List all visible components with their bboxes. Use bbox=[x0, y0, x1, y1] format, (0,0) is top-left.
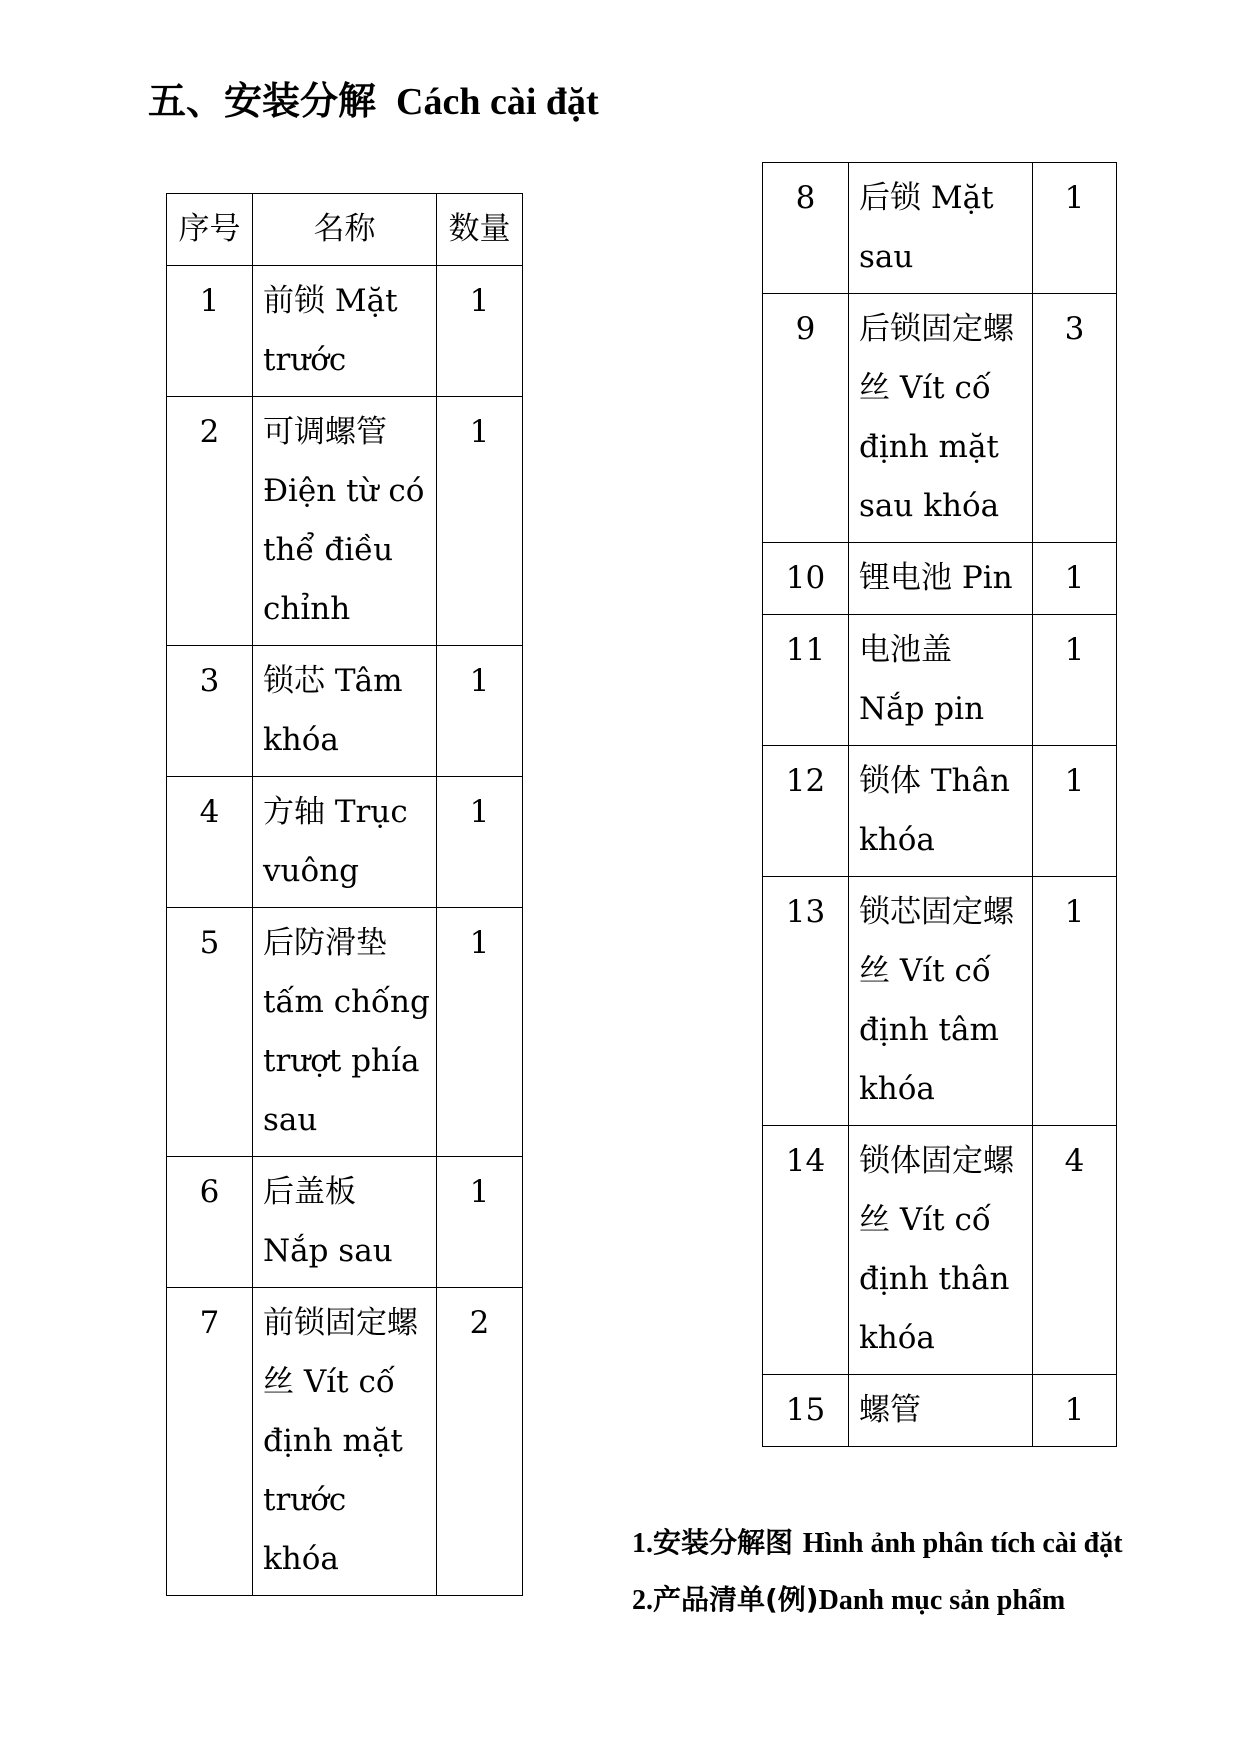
table-row bbox=[763, 1375, 1117, 1447]
row-name: 锂电池 Pin bbox=[849, 543, 1033, 615]
note-vietnamese: Danh mục sản phẩm bbox=[818, 1585, 1066, 1616]
row-no: 14 bbox=[763, 1126, 849, 1375]
row-name: 锁芯固定螺丝 Vít cố định tâm khóa bbox=[849, 877, 1033, 1126]
page-title-vietnamese: Cách cài đặt bbox=[396, 81, 599, 123]
table-row bbox=[763, 543, 1117, 615]
row-name: 前锁 Mặt trước bbox=[253, 266, 437, 397]
note-chinese: 安装分解图 bbox=[653, 1526, 794, 1559]
table-row bbox=[763, 877, 1117, 1126]
row-no: 7 bbox=[167, 1288, 253, 1596]
header-qty: 数量 bbox=[437, 194, 523, 266]
page-title bbox=[148, 70, 599, 125]
row-name: 后盖板 Nắp sau bbox=[253, 1157, 437, 1288]
row-name: 电池盖 Nắp pin bbox=[849, 615, 1033, 746]
header-no: 序号 bbox=[167, 194, 253, 266]
page-title-chinese: 五、安装分解 bbox=[148, 79, 377, 123]
row-name: 后锁固定螺丝 Vít cố định mặt sau khóa bbox=[849, 294, 1033, 543]
table-header-row bbox=[167, 194, 523, 266]
table-row bbox=[167, 1288, 523, 1596]
row-no: 13 bbox=[763, 877, 849, 1126]
row-no: 6 bbox=[167, 1157, 253, 1288]
note-prefix: 1. bbox=[632, 1528, 653, 1559]
table-row bbox=[763, 294, 1117, 543]
table-row bbox=[167, 646, 523, 777]
row-qty: 4 bbox=[1033, 1126, 1117, 1375]
row-no: 10 bbox=[763, 543, 849, 615]
table-row bbox=[167, 266, 523, 397]
note-chinese: 产品清单(例) bbox=[653, 1583, 819, 1616]
table-row bbox=[167, 397, 523, 646]
note-vietnamese: Hình ảnh phân tích cài đặt bbox=[802, 1528, 1123, 1559]
row-no: 3 bbox=[167, 646, 253, 777]
table-row bbox=[763, 746, 1117, 877]
row-qty: 1 bbox=[1033, 163, 1117, 294]
row-qty: 1 bbox=[1033, 1375, 1117, 1447]
row-no: 11 bbox=[763, 615, 849, 746]
row-qty: 1 bbox=[437, 1157, 523, 1288]
table-row bbox=[167, 777, 523, 908]
row-qty: 1 bbox=[1033, 615, 1117, 746]
parts-table-left bbox=[166, 193, 523, 1596]
note-item bbox=[632, 1515, 1123, 1572]
notes bbox=[632, 1515, 1123, 1629]
row-name: 螺管 bbox=[849, 1375, 1033, 1447]
row-qty: 1 bbox=[437, 266, 523, 397]
table-row bbox=[763, 1126, 1117, 1375]
row-qty: 1 bbox=[437, 397, 523, 646]
row-no: 5 bbox=[167, 908, 253, 1157]
table-row bbox=[167, 1157, 523, 1288]
row-name: 可调螺管 Điện từ có thể điều chỉnh bbox=[253, 397, 437, 646]
row-name: 前锁固定螺丝 Vít cố định mặt trước khóa bbox=[253, 1288, 437, 1596]
row-no: 15 bbox=[763, 1375, 849, 1447]
row-qty: 1 bbox=[1033, 877, 1117, 1126]
row-name: 后防滑垫 tấm chống trượt phía sau bbox=[253, 908, 437, 1157]
table-row bbox=[763, 163, 1117, 294]
row-name: 锁芯 Tâm khóa bbox=[253, 646, 437, 777]
parts-table-right bbox=[762, 162, 1117, 1447]
row-qty: 1 bbox=[437, 908, 523, 1157]
row-name: 后锁 Mặt sau bbox=[849, 163, 1033, 294]
row-name: 方轴 Trục vuông bbox=[253, 777, 437, 908]
row-no: 4 bbox=[167, 777, 253, 908]
table-row bbox=[167, 908, 523, 1157]
row-no: 8 bbox=[763, 163, 849, 294]
row-qty: 1 bbox=[1033, 543, 1117, 615]
row-no: 9 bbox=[763, 294, 849, 543]
note-item bbox=[632, 1572, 1123, 1629]
row-no: 2 bbox=[167, 397, 253, 646]
header-name: 名称 bbox=[253, 194, 437, 266]
table-row bbox=[763, 615, 1117, 746]
row-qty: 1 bbox=[437, 646, 523, 777]
row-no: 12 bbox=[763, 746, 849, 877]
note-prefix: 2. bbox=[632, 1585, 653, 1616]
row-qty: 1 bbox=[1033, 746, 1117, 877]
row-name: 锁体固定螺丝 Vít cố định thân khóa bbox=[849, 1126, 1033, 1375]
row-no: 1 bbox=[167, 266, 253, 397]
row-name: 锁体 Thân khóa bbox=[849, 746, 1033, 877]
row-qty: 3 bbox=[1033, 294, 1117, 543]
row-qty: 2 bbox=[437, 1288, 523, 1596]
row-qty: 1 bbox=[437, 777, 523, 908]
